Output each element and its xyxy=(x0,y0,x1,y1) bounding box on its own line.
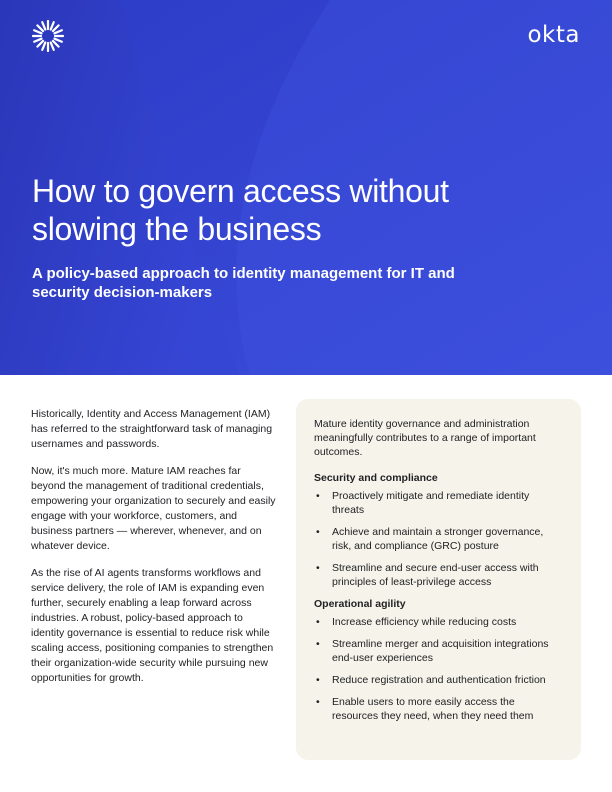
list-item-text: Achieve and maintain a stronger governance, risk, and compliance (GRC) posture xyxy=(332,526,544,552)
list-item xyxy=(314,673,563,687)
list-item xyxy=(314,561,563,589)
list-item xyxy=(314,695,563,723)
section-heading-agility: Operational agility xyxy=(314,598,406,610)
list-item xyxy=(314,637,563,665)
list-item xyxy=(314,615,563,629)
list-item xyxy=(314,525,563,553)
card-intro: Mature identity governance and administration meaningfully contributes to a range of important outcomes. xyxy=(314,418,536,458)
list-item-text: Reduce registration and authentication friction xyxy=(332,674,546,686)
section-heading-security: Security and compliance xyxy=(314,472,438,484)
page-subtitle: A policy-based approach to identity management for IT and security decision-makers xyxy=(32,265,455,301)
bullet-icon: • xyxy=(316,674,320,686)
list-item-text: Streamline merger and acquisition integrations end-user experiences xyxy=(332,638,549,664)
sunburst-logo-icon xyxy=(32,20,64,52)
list-item-text: Enable users to more easily access the resources they need, when they need them xyxy=(332,696,534,722)
bullet-icon: • xyxy=(316,638,320,650)
intro-column xyxy=(31,407,276,698)
intro-paragraph: As the rise of AI agents transforms workflows and service delivery, the role of IAM is expanding even further, securely enabling a leap forward across industries. A robust, policy-based approach to identity governance is essential to reduce risk while scaling access, positioning companies to strengthen their organization-wide security while pursuing new opportunities for growth. xyxy=(31,567,274,684)
list-item-text: Increase efficiency while reducing costs xyxy=(332,616,517,628)
okta-logo: okta xyxy=(527,22,580,48)
bullet-icon: • xyxy=(316,696,320,708)
outcomes-card xyxy=(296,399,581,760)
intro-paragraph: Historically, Identity and Access Management (IAM) has referred to the straightforward task of managing usernames and passwords. xyxy=(31,408,273,450)
security-list xyxy=(314,489,563,589)
bullet-icon: • xyxy=(316,490,320,502)
page-title: How to govern access without slowing the business xyxy=(32,173,449,247)
bullet-icon: • xyxy=(316,562,320,574)
hero-banner xyxy=(0,0,612,375)
intro-paragraph: Now, it's much more. Mature IAM reaches far beyond the management of traditional credentials, empowering your organization to securely and easily engage with your workforce, customers, and business partners — wherever, whenever, and on whatever device. xyxy=(31,465,276,552)
list-item-text: Proactively mitigate and remediate identity threats xyxy=(332,490,530,516)
bullet-icon: • xyxy=(316,616,320,628)
agility-list xyxy=(314,615,563,723)
list-item-text: Streamline and secure end-user access with principles of least-privilege access xyxy=(332,562,539,588)
bullet-icon: • xyxy=(316,526,320,538)
list-item xyxy=(314,489,563,517)
